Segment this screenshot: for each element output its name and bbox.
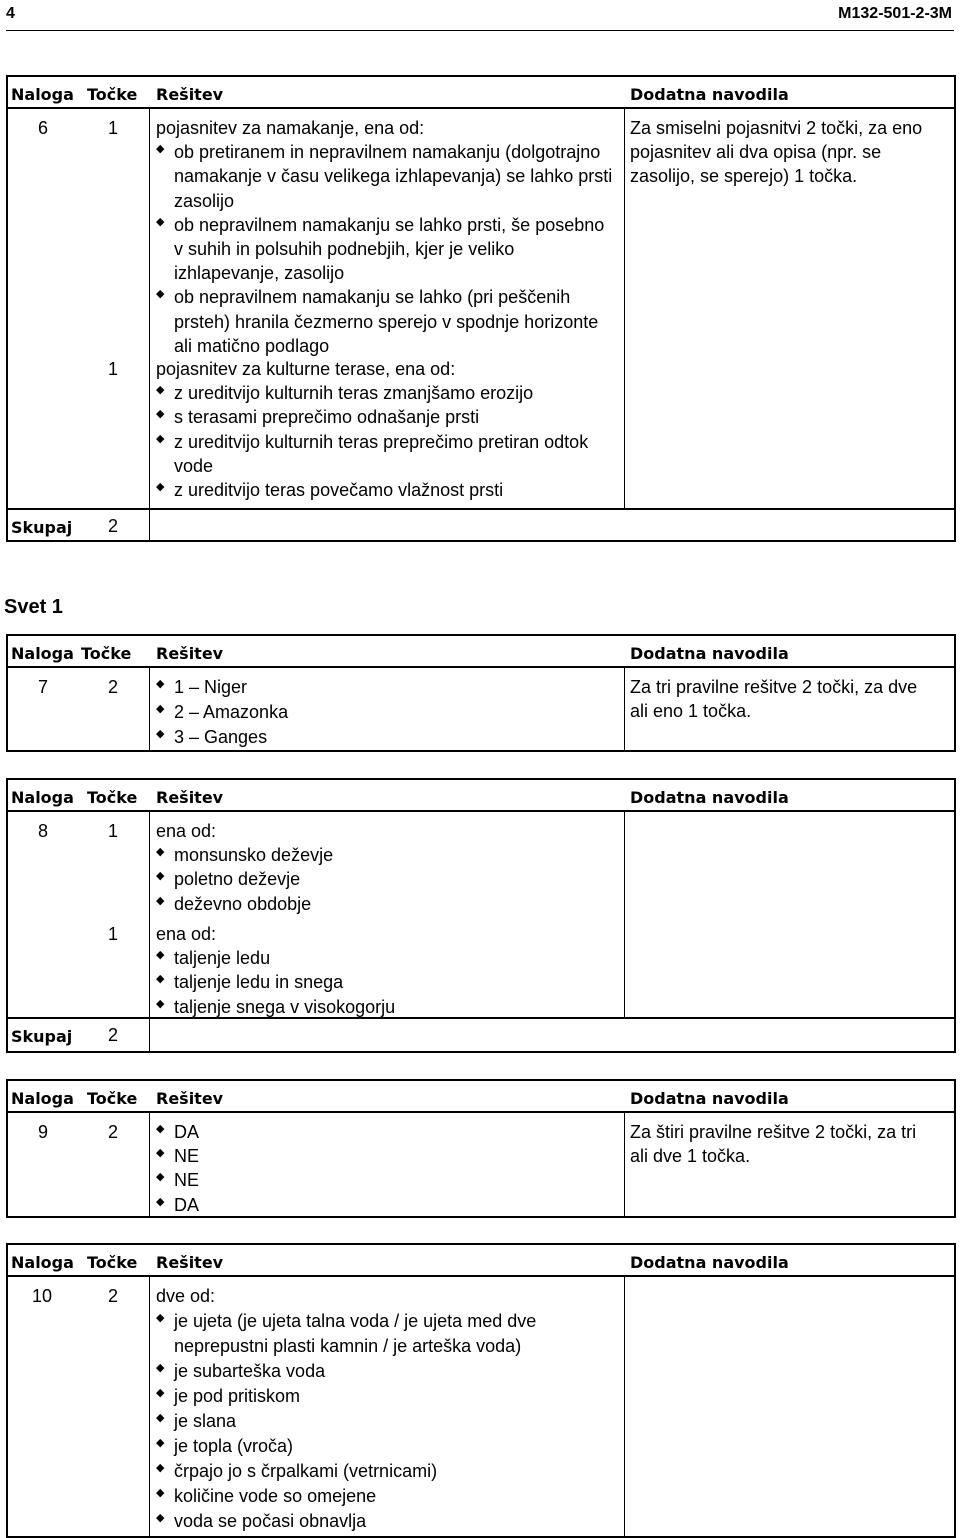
column-divider [624, 109, 625, 509]
col-resitev: Rešitev [156, 644, 224, 663]
list-item: ◆ z ureditvijo kulturnih teras preprečimo pretiran odtok vode [156, 430, 616, 478]
list-item: ◆ poletno deževje [156, 867, 616, 891]
table-header [8, 780, 954, 812]
solution [156, 1120, 616, 1217]
list-item: ◆ ob pretiranem in nepravilnem namakanju (dolgotrajno namakanje v času velikega izhlapevanja) se lahko prsti zasolijo [156, 140, 616, 213]
col-dodatna: Dodatna navodila [630, 1089, 789, 1108]
total-row [8, 1017, 954, 1053]
page-number: 4 [6, 5, 15, 22]
solution-intro: pojasnitev za namakanje, ena od: [156, 118, 425, 138]
col-naloga: Naloga [11, 788, 74, 807]
list-item: ◆ je pod pritiskom [156, 1384, 606, 1409]
col-dodatna: Dodatna navodila [630, 644, 789, 663]
list-item: ◆ s terasami preprečimo odnašanje prsti [156, 405, 616, 429]
list-item: ◆ ob nepravilnem namakanju se lahko (pri peščenih prsteh) hranila čezmerno sperejo v spodnje horizonte ali matično podlago [156, 285, 616, 358]
points: 1 [108, 821, 119, 841]
column-divider [149, 109, 150, 509]
list-item: ◆ količine vode so omejene [156, 1484, 606, 1509]
total-value: 2 [108, 516, 119, 536]
col-tocke: Točke [87, 788, 138, 807]
column-divider [149, 812, 150, 1017]
additional-notes: Za tri pravilne rešitve 2 točki, za dve ali eno 1 točka. [630, 677, 918, 722]
table-header [8, 77, 954, 109]
col-resitev: Rešitev [156, 1089, 224, 1108]
solution [156, 357, 616, 502]
list-item: ◆ 1 – Niger [156, 675, 616, 700]
task-number: 10 [32, 1286, 53, 1306]
list-item: ◆ taljenje ledu in snega [156, 970, 616, 994]
task-7-table [6, 634, 956, 752]
col-dodatna: Dodatna navodila [630, 788, 789, 807]
document-code: M132-501-2-3M [838, 5, 952, 22]
task-number: 8 [38, 821, 49, 841]
list-item: ◆ taljenje ledu [156, 946, 616, 970]
list-item: ◆ 3 – Ganges [156, 725, 616, 750]
list-item: ◆ črpajo jo s črpalkami (vetrnicami) [156, 1459, 606, 1484]
points: 2 [108, 1122, 119, 1142]
task-9-table [6, 1079, 956, 1218]
col-dodatna: Dodatna navodila [630, 85, 789, 104]
section-title: Svet 1 [4, 596, 63, 618]
col-resitev: Rešitev [156, 85, 224, 104]
list-item: ◆ je subarteška voda [156, 1359, 606, 1384]
list-item: ◆ voda se počasi obnavlja [156, 1509, 606, 1534]
list-item: ◆ NE [156, 1168, 616, 1192]
points: 2 [108, 1286, 119, 1306]
page-header [6, 0, 954, 31]
column-divider [149, 1277, 150, 1536]
solution-intro: dve od: [156, 1286, 216, 1306]
total-value: 2 [108, 1025, 119, 1045]
col-tocke: Točke [87, 85, 138, 104]
task-number: 7 [38, 677, 49, 697]
task-number: 6 [38, 118, 49, 138]
list-item: ◆ je slana [156, 1409, 606, 1434]
additional-notes: Za štiri pravilne rešitve 2 točki, za tri ali dve 1 točka. [630, 1122, 917, 1167]
list-item: ◆ monsunsko deževje [156, 843, 616, 867]
column-divider [624, 668, 625, 750]
solution [156, 675, 616, 750]
column-divider [149, 510, 150, 542]
list-item: ◆ taljenje snega v visokogorju [156, 995, 616, 1019]
table-header [8, 1081, 954, 1113]
points: 1 [108, 924, 119, 944]
column-divider [149, 1019, 150, 1053]
column-divider [624, 1277, 625, 1536]
task-6-table [6, 75, 956, 542]
solution-intro: ena od: [156, 821, 217, 841]
additional-notes: Za smiselni pojasnitvi 2 točki, za eno pojasnitev ali dva opisa (npr. se zasolijo, se sperejo) 1 točka. [630, 118, 923, 187]
task-8-table [6, 778, 956, 1053]
list-item: ◆ 2 – Amazonka [156, 700, 616, 725]
list-item: ◆ ob nepravilnem namakanju se lahko prsti, še posebno v suhih in polsuhih podnebjih, kjer je veliko izhlapevanje, zasolijo [156, 213, 616, 286]
list-item: ◆ z ureditvijo teras povečamo vlažnost prsti [156, 478, 616, 502]
col-naloga: Naloga [11, 1253, 74, 1272]
list-item: ◆ DA [156, 1120, 616, 1144]
solution [156, 1284, 606, 1534]
solution-intro: pojasnitev za kulturne terase, ena od: [156, 359, 456, 379]
list-item: ◆ deževno obdobje [156, 892, 616, 916]
col-resitev: Rešitev [156, 788, 224, 807]
total-row [8, 508, 954, 542]
points: 1 [108, 118, 119, 138]
solution [156, 116, 616, 358]
list-item: ◆ je ujeta (je ujeta talna voda / je ujeta med dve neprepustni plasti kamnin / je arteška voda) [156, 1309, 606, 1359]
col-tocke: Točke [87, 1253, 138, 1272]
list-item: ◆ z ureditvijo kulturnih teras zmanjšamo erozijo [156, 381, 616, 405]
list-item: ◆ je topla (vroča) [156, 1434, 606, 1459]
column-divider [624, 1113, 625, 1216]
total-label: Skupaj [11, 518, 73, 537]
solution [156, 922, 616, 1019]
list-item: ◆ DA [156, 1193, 616, 1217]
column-divider [149, 668, 150, 750]
table-header [8, 636, 954, 668]
task-number: 9 [38, 1122, 49, 1142]
col-tocke: Točke [81, 644, 132, 663]
col-naloga: Naloga [11, 1089, 74, 1108]
points: 2 [108, 677, 119, 697]
total-label: Skupaj [11, 1027, 73, 1046]
solution-intro: ena od: [156, 924, 217, 944]
list-item: ◆ NE [156, 1144, 616, 1168]
col-naloga: Naloga [11, 644, 74, 663]
solution [156, 819, 616, 916]
table-header [8, 1245, 954, 1277]
col-naloga: Naloga [11, 85, 74, 104]
col-tocke: Točke [87, 1089, 138, 1108]
column-divider [149, 1113, 150, 1216]
task-10-table [6, 1243, 956, 1538]
points: 1 [108, 359, 119, 379]
col-dodatna: Dodatna navodila [630, 1253, 789, 1272]
col-resitev: Rešitev [156, 1253, 224, 1272]
column-divider [624, 812, 625, 1017]
